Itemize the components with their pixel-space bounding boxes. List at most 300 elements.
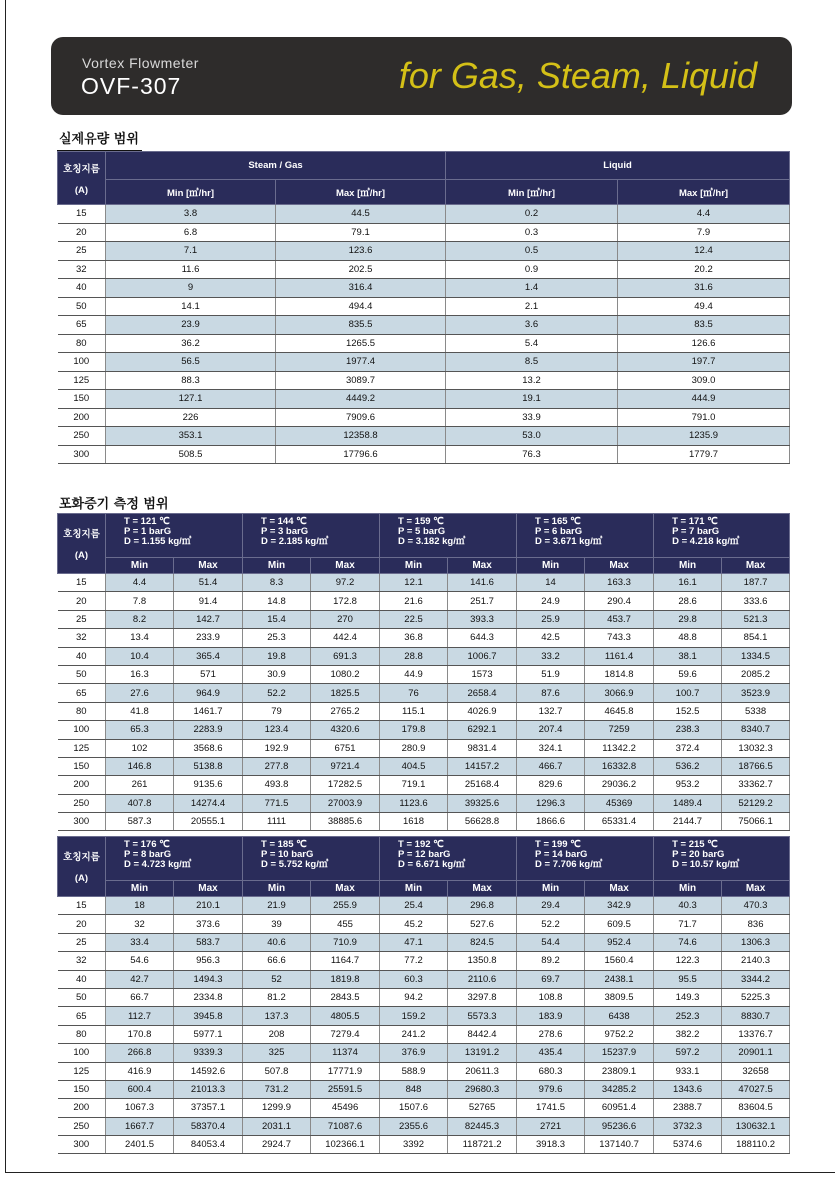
value-cell: 14592.6 (174, 1062, 243, 1080)
value-cell: 29680.3 (448, 1080, 517, 1098)
condition-p: P = 5 barG (398, 526, 446, 537)
value-cell: 1350.8 (448, 952, 517, 970)
table-row (58, 353, 790, 372)
condition-header (517, 837, 654, 881)
value-cell: 77.2 (380, 952, 448, 970)
table-row (58, 684, 790, 702)
size-cell: 40 (58, 970, 106, 988)
value-cell: 112.7 (106, 1007, 174, 1025)
size-cell: 150 (58, 1080, 106, 1098)
value-cell: 3.6 (446, 316, 618, 335)
value-cell: 372.4 (654, 739, 722, 757)
value-cell: 47027.5 (722, 1080, 790, 1098)
max-header: Max (311, 558, 380, 574)
value-cell: 31.6 (618, 279, 790, 298)
value-cell: 600.4 (106, 1080, 174, 1098)
size-cell: 20 (58, 592, 106, 610)
size-cell: 65 (58, 1007, 106, 1025)
value-cell: 74.6 (654, 933, 722, 951)
value-cell: 208 (243, 1025, 311, 1043)
value-cell: 6751 (311, 739, 380, 757)
value-cell: 91.4 (174, 592, 243, 610)
table-row (58, 1136, 790, 1154)
value-cell: 126.6 (618, 334, 790, 353)
table-row (58, 334, 790, 353)
size-cell: 200 (58, 1099, 106, 1117)
size-cell: 150 (58, 390, 106, 409)
value-cell: 14274.4 (174, 794, 243, 812)
table-row (58, 647, 790, 665)
value-cell: 108.8 (517, 988, 585, 1006)
condition-header (654, 514, 790, 558)
value-cell: 353.1 (106, 427, 276, 446)
value-cell: 508.5 (106, 445, 276, 464)
value-cell: 507.8 (243, 1062, 311, 1080)
value-cell: 1265.5 (276, 334, 446, 353)
table-row (58, 970, 790, 988)
value-cell: 2721 (517, 1117, 585, 1135)
value-cell: 0.3 (446, 223, 618, 242)
value-cell: 964.9 (174, 684, 243, 702)
table-row (58, 223, 790, 242)
size-cell: 25 (58, 242, 106, 261)
value-cell: 29.8 (654, 610, 722, 628)
table-row (58, 1117, 790, 1135)
value-cell: 4645.8 (585, 702, 654, 720)
condition-d: D = 2.185 kg/㎥ (261, 536, 329, 547)
value-cell: 202.5 (276, 260, 446, 279)
value-cell: 36.2 (106, 334, 276, 353)
condition-header (380, 514, 517, 558)
value-cell: 3344.2 (722, 970, 790, 988)
value-cell: 52765 (448, 1099, 517, 1117)
value-cell: 38885.6 (311, 813, 380, 831)
value-cell: 252.3 (654, 1007, 722, 1025)
value-cell: 1306.3 (722, 933, 790, 951)
value-cell: 132.7 (517, 702, 585, 720)
value-cell: 10.4 (106, 647, 174, 665)
size-cell: 80 (58, 1025, 106, 1043)
value-cell: 24.9 (517, 592, 585, 610)
value-cell: 1560.4 (585, 952, 654, 970)
value-cell: 52.2 (517, 915, 585, 933)
value-cell: 69.7 (517, 970, 585, 988)
value-cell: 159.2 (380, 1007, 448, 1025)
value-cell: 6438 (585, 1007, 654, 1025)
value-cell: 536.2 (654, 757, 722, 775)
value-cell: 251.7 (448, 592, 517, 610)
value-cell: 123.6 (276, 242, 446, 261)
condition-d: D = 5.752 kg/㎥ (261, 859, 329, 870)
value-cell: 137.3 (243, 1007, 311, 1025)
value-cell: 16.1 (654, 574, 722, 592)
value-cell: 14 (517, 574, 585, 592)
value-cell: 1819.8 (311, 970, 380, 988)
value-cell: 5573.3 (448, 1007, 517, 1025)
value-cell: 142.7 (174, 610, 243, 628)
value-cell: 7279.4 (311, 1025, 380, 1043)
value-cell: 183.9 (517, 1007, 585, 1025)
condition-t: T = 171 ℃ (672, 516, 718, 527)
value-cell: 644.3 (448, 629, 517, 647)
table-row (58, 739, 790, 757)
value-cell: 597.2 (654, 1044, 722, 1062)
table-row (58, 260, 790, 279)
value-cell: 719.1 (380, 776, 448, 794)
value-cell: 15.4 (243, 610, 311, 628)
value-cell: 1667.7 (106, 1117, 174, 1135)
value-cell: 53.0 (446, 427, 618, 446)
value-cell: 261 (106, 776, 174, 794)
size-cell: 32 (58, 952, 106, 970)
value-cell: 2140.3 (722, 952, 790, 970)
value-cell: 829.6 (517, 776, 585, 794)
value-cell: 87.6 (517, 684, 585, 702)
value-cell: 88.3 (106, 371, 276, 390)
value-cell: 97.2 (311, 574, 380, 592)
value-cell: 2334.8 (174, 988, 243, 1006)
condition-p: P = 20 barG (672, 849, 725, 860)
value-cell: 17282.5 (311, 776, 380, 794)
value-cell: 25.4 (380, 897, 448, 915)
value-cell: 1618 (380, 813, 448, 831)
value-cell: 137140.7 (585, 1136, 654, 1154)
value-cell: 179.8 (380, 721, 448, 739)
min-header: Min (380, 881, 448, 897)
group-steam-gas: Steam / Gas (106, 152, 446, 180)
value-cell: 33362.7 (722, 776, 790, 794)
value-cell: 278.6 (517, 1025, 585, 1043)
value-cell: 2924.7 (243, 1136, 311, 1154)
value-cell: 583.7 (174, 933, 243, 951)
value-cell: 51.9 (517, 665, 585, 683)
value-cell: 45.2 (380, 915, 448, 933)
value-cell: 2388.7 (654, 1099, 722, 1117)
value-cell: 95.5 (654, 970, 722, 988)
value-cell: 33.2 (517, 647, 585, 665)
value-cell: 14.8 (243, 592, 311, 610)
value-cell: 100.7 (654, 684, 722, 702)
value-cell: 3392 (380, 1136, 448, 1154)
value-cell: 1825.5 (311, 684, 380, 702)
value-cell: 48.8 (654, 629, 722, 647)
value-cell: 2144.7 (654, 813, 722, 831)
value-cell: 130632.1 (722, 1117, 790, 1135)
value-cell: 731.2 (243, 1080, 311, 1098)
condition-p: P = 7 barG (672, 526, 720, 537)
value-cell: 6.8 (106, 223, 276, 242)
value-cell: 316.4 (276, 279, 446, 298)
value-cell: 210.1 (174, 897, 243, 915)
value-cell: 12.1 (380, 574, 448, 592)
value-cell: 8.3 (243, 574, 311, 592)
value-cell: 89.2 (517, 952, 585, 970)
value-cell: 44.5 (276, 205, 446, 224)
size-header-label: 호칭지름 (63, 163, 100, 175)
value-cell: 17796.6 (276, 445, 446, 464)
value-cell: 1.4 (446, 279, 618, 298)
value-cell: 49.4 (618, 297, 790, 316)
value-cell: 32658 (722, 1062, 790, 1080)
table-row (58, 952, 790, 970)
value-cell: 2401.5 (106, 1136, 174, 1154)
value-cell: 226 (106, 408, 276, 427)
size-cell: 250 (58, 1117, 106, 1135)
value-cell: 11374 (311, 1044, 380, 1062)
value-cell: 21.9 (243, 897, 311, 915)
value-cell: 470.3 (722, 897, 790, 915)
value-cell: 324.1 (517, 739, 585, 757)
value-cell: 76.3 (446, 445, 618, 464)
value-cell: 27.6 (106, 684, 174, 702)
condition-header (243, 514, 380, 558)
value-cell: 32 (106, 915, 174, 933)
value-cell: 3523.9 (722, 684, 790, 702)
size-cell: 100 (58, 353, 106, 372)
max-header: Max (585, 881, 654, 897)
value-cell: 442.4 (311, 629, 380, 647)
table-row (58, 1044, 790, 1062)
value-cell: 60951.4 (585, 1099, 654, 1117)
min-header: Min (654, 558, 722, 574)
value-cell: 848 (380, 1080, 448, 1098)
value-cell: 1067.3 (106, 1099, 174, 1117)
condition-t: T = 185 ℃ (261, 839, 307, 850)
value-cell: 94.2 (380, 988, 448, 1006)
value-cell: 84053.4 (174, 1136, 243, 1154)
size-cell: 50 (58, 665, 106, 683)
group-liquid: Liquid (446, 152, 790, 180)
value-cell: 0.5 (446, 242, 618, 261)
value-cell: 9831.4 (448, 739, 517, 757)
table-row (58, 297, 790, 316)
condition-header (654, 837, 790, 881)
value-cell: 3089.7 (276, 371, 446, 390)
value-cell: 0.2 (446, 205, 618, 224)
value-cell: 493.8 (243, 776, 311, 794)
value-cell: 123.4 (243, 721, 311, 739)
value-cell: 2110.6 (448, 970, 517, 988)
condition-header (380, 837, 517, 881)
value-cell: 6292.1 (448, 721, 517, 739)
section-title-saturated-steam: 포화증기 측정 범위 (59, 493, 169, 512)
value-cell: 9339.3 (174, 1044, 243, 1062)
value-cell: 9721.4 (311, 757, 380, 775)
value-cell: 494.4 (276, 297, 446, 316)
value-cell: 82445.3 (448, 1117, 517, 1135)
size-cell: 20 (58, 915, 106, 933)
size-cell: 100 (58, 1044, 106, 1062)
table-row (58, 933, 790, 951)
value-cell: 238.3 (654, 721, 722, 739)
size-cell: 250 (58, 794, 106, 812)
table-row (58, 574, 790, 592)
table-row (58, 776, 790, 794)
value-cell: 146.8 (106, 757, 174, 775)
value-cell: 115.1 (380, 702, 448, 720)
size-cell: 25 (58, 610, 106, 628)
value-cell: 188110.2 (722, 1136, 790, 1154)
value-cell: 45496 (311, 1099, 380, 1117)
size-header-label: 호칭지름 (63, 529, 100, 540)
size-cell: 15 (58, 897, 106, 915)
condition-header (517, 514, 654, 558)
value-cell: 40.6 (243, 933, 311, 951)
value-cell: 1489.4 (654, 794, 722, 812)
value-cell: 1866.6 (517, 813, 585, 831)
value-cell: 79.1 (276, 223, 446, 242)
value-cell: 102 (106, 739, 174, 757)
value-cell: 42.5 (517, 629, 585, 647)
value-cell: 2438.1 (585, 970, 654, 988)
table-row (58, 427, 790, 446)
min-max-row (58, 558, 790, 574)
value-cell: 187.7 (722, 574, 790, 592)
condition-t: T = 199 ℃ (535, 839, 581, 850)
condition-d: D = 6.671 kg/㎥ (398, 859, 466, 870)
size-cell: 40 (58, 279, 106, 298)
min-header: Min (654, 881, 722, 897)
size-cell: 200 (58, 776, 106, 794)
table-row (58, 702, 790, 720)
value-cell: 76 (380, 684, 448, 702)
table-row (58, 757, 790, 775)
size-header-cell (58, 514, 106, 574)
value-cell: 28.6 (654, 592, 722, 610)
condition-d: D = 4.218 kg/㎥ (672, 536, 740, 547)
value-cell: 1111 (243, 813, 311, 831)
condition-d: D = 10.57 kg/㎥ (672, 859, 740, 870)
value-cell: 854.1 (722, 629, 790, 647)
value-cell: 12358.8 (276, 427, 446, 446)
value-cell: 66.6 (243, 952, 311, 970)
size-cell: 50 (58, 988, 106, 1006)
value-cell: 13191.2 (448, 1044, 517, 1062)
condition-header (106, 514, 243, 558)
value-cell: 2355.6 (380, 1117, 448, 1135)
value-cell: 127.1 (106, 390, 276, 409)
value-cell: 13376.7 (722, 1025, 790, 1043)
value-cell: 455 (311, 915, 380, 933)
value-cell: 1235.9 (618, 427, 790, 446)
value-cell: 52.2 (243, 684, 311, 702)
actual-flow-table (57, 151, 790, 464)
size-cell: 20 (58, 223, 106, 242)
value-cell: 4805.5 (311, 1007, 380, 1025)
value-cell: 13032.3 (722, 739, 790, 757)
value-cell: 12.4 (618, 242, 790, 261)
value-cell: 41.8 (106, 702, 174, 720)
value-cell: 30.9 (243, 665, 311, 683)
table-row (58, 988, 790, 1006)
value-cell: 40.3 (654, 897, 722, 915)
value-cell: 11342.2 (585, 739, 654, 757)
value-cell: 18766.5 (722, 757, 790, 775)
value-cell: 14.1 (106, 297, 276, 316)
section-title-actual-flow: 실제유량 범위 (59, 128, 139, 147)
value-cell: 1334.5 (722, 647, 790, 665)
size-cell: 125 (58, 371, 106, 390)
table-row (58, 279, 790, 298)
size-cell: 200 (58, 408, 106, 427)
value-cell: 8830.7 (722, 1007, 790, 1025)
liquid-max-header: Max [㎥/hr] (618, 180, 790, 205)
value-cell: 58370.4 (174, 1117, 243, 1135)
table-row (58, 629, 790, 647)
min-header: Min (380, 558, 448, 574)
value-cell: 453.7 (585, 610, 654, 628)
value-cell: 25168.4 (448, 776, 517, 794)
value-cell: 71087.6 (311, 1117, 380, 1135)
value-cell: 1080.2 (311, 665, 380, 683)
value-cell: 444.9 (618, 390, 790, 409)
min-header: Min (517, 558, 585, 574)
condition-row (58, 837, 790, 881)
value-cell: 1507.6 (380, 1099, 448, 1117)
value-cell: 47.1 (380, 933, 448, 951)
size-cell: 100 (58, 721, 106, 739)
value-cell: 4320.6 (311, 721, 380, 739)
value-cell: 233.9 (174, 629, 243, 647)
value-cell: 7.9 (618, 223, 790, 242)
value-cell: 8.2 (106, 610, 174, 628)
value-cell: 54.6 (106, 952, 174, 970)
min-header: Min (243, 881, 311, 897)
value-cell: 527.6 (448, 915, 517, 933)
value-cell: 3809.5 (585, 988, 654, 1006)
value-cell: 2.1 (446, 297, 618, 316)
value-cell: 3945.8 (174, 1007, 243, 1025)
steam-max-header: Max [㎥/hr] (276, 180, 446, 205)
size-cell: 40 (58, 647, 106, 665)
value-cell: 141.6 (448, 574, 517, 592)
min-header: Min (106, 558, 174, 574)
max-header: Max (311, 881, 380, 897)
value-cell: 192.9 (243, 739, 311, 757)
size-cell: 300 (58, 1136, 106, 1154)
value-cell: 29.4 (517, 897, 585, 915)
size-cell: 300 (58, 445, 106, 464)
value-cell: 407.8 (106, 794, 174, 812)
value-cell: 81.2 (243, 988, 311, 1006)
value-cell: 83.5 (618, 316, 790, 335)
value-cell: 466.7 (517, 757, 585, 775)
value-cell: 34285.2 (585, 1080, 654, 1098)
max-header: Max (174, 881, 243, 897)
value-cell: 1494.3 (174, 970, 243, 988)
value-cell: 25.9 (517, 610, 585, 628)
value-cell: 17771.9 (311, 1062, 380, 1080)
value-cell: 3918.3 (517, 1136, 585, 1154)
condition-p: P = 8 barG (124, 849, 172, 860)
value-cell: 1977.4 (276, 353, 446, 372)
condition-p: P = 6 barG (535, 526, 583, 537)
value-cell: 42.7 (106, 970, 174, 988)
value-cell: 3297.8 (448, 988, 517, 1006)
value-cell: 290.4 (585, 592, 654, 610)
value-cell: 365.4 (174, 647, 243, 665)
value-cell: 65331.4 (585, 813, 654, 831)
value-cell: 609.5 (585, 915, 654, 933)
value-cell: 21013.3 (174, 1080, 243, 1098)
table-row (58, 665, 790, 683)
table-row (58, 813, 790, 831)
value-cell: 39325.6 (448, 794, 517, 812)
condition-d: D = 7.706 kg/㎥ (535, 859, 603, 870)
value-cell: 29036.2 (585, 776, 654, 794)
table-row (58, 1080, 790, 1098)
condition-t: T = 176 ℃ (124, 839, 170, 850)
